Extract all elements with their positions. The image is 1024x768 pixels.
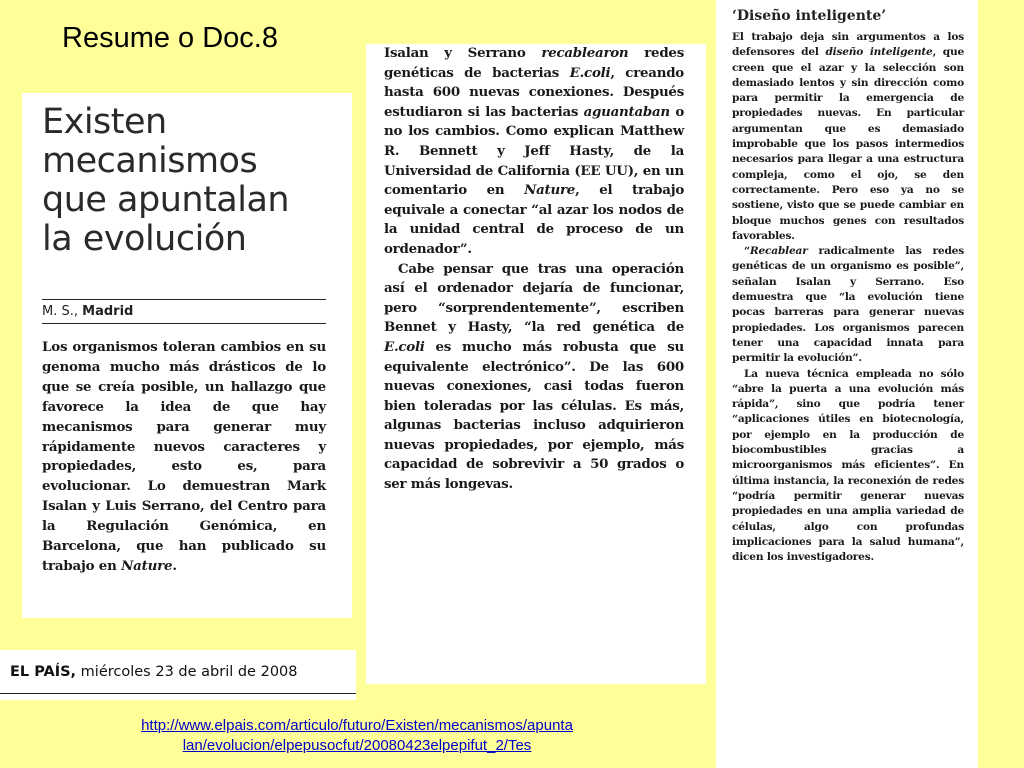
source-link-line[interactable]: lan/evolucion/elpepusocfut/20080423elpepifut_2/Tes xyxy=(182,737,532,754)
newspaper-name: EL PAÍS, xyxy=(10,664,77,680)
article-paragraph: El trabajo deja sin argumentos a los defensores del diseño inteligente, que creen que el azar y la selección son demasiado lentos y sin dirección como para permitir la emergencia de propiedades nuevas. En particular argumentan que es demasiado improbable que los pasos intermedios necesarios para llegar a una estructura compleja, como el ojo, se den correctamente. Pero eso ya no se sostiene, visto que se puede cambiar en bloque muchos genes con resultados favorables. xyxy=(732,31,965,242)
headline-line: mecanismos xyxy=(42,141,258,181)
divider xyxy=(0,693,356,694)
article-lead-paragraph: Los organismos toleran cambios en su genoma mucho más drásticos de lo que se creía posible, un hallazgo que favorece la idea de que hay mecanismos para generar muy rápidamente nuevos caracteres y propiedades, esto es, para evolucionar. Lo demuestran Mark Isalan y Luis Serrano, del Centro para la Regulación Genómica, en Barcelona, que han publicado su trabajo en Nature. xyxy=(42,339,326,574)
article-paragraph: Isalan y Serrano recablearon redes genéticas de bacterias E.coli, creando hasta 600 nuevas conexiones. Después estudiaron si las bacterias aguantaban o no los cambios. Como explican Matthew R. Bennett y Jeff Hasty, de la Universidad de California (EE UU), en un comentario en Nature, el trabajo equivale a conectar “al azar los nodos de la unidad central de proceso de un ordenador”. xyxy=(384,45,684,257)
article-clipping-sidebar xyxy=(716,0,978,768)
headline-line: que apuntalan xyxy=(42,180,290,220)
article-clipping-body xyxy=(366,44,706,684)
article-paragraph: La nueva técnica empleada no sólo “abre la puerta a una evolución más rápida”, sino que podría tener “aplicaciones útiles en biotecnología, por ejemplo en la producción de biocombustibles gracias a microorganismos más eficientes”. En última instancia, la reconexión de redes “podría permitir generar nuevas propiedades en una amplia variedad de células, algo con profundas implicaciones para la salud humana”, dicen los investigadores. xyxy=(732,367,964,564)
byline-author: M. S., xyxy=(42,304,78,319)
slide-title: Resume o Doc.8 xyxy=(62,22,278,54)
section-title: ‘Diseño inteligente’ xyxy=(732,8,887,24)
headline-line: la evolución xyxy=(42,219,247,259)
newspaper-dateline xyxy=(0,650,356,700)
source-link-line[interactable]: http://www.elpais.com/articulo/futuro/Existen/mecanismos/apunta xyxy=(141,717,573,734)
article-byline xyxy=(42,300,326,323)
article-headline xyxy=(42,103,326,259)
divider xyxy=(42,323,326,324)
article-clipping-headline xyxy=(22,93,352,618)
publication-date: miércoles 23 de abril de 2008 xyxy=(80,664,298,680)
headline-line: Existen xyxy=(42,102,167,142)
article-paragraph: “Recablear radicalmente las redes genéticas de un organismo es posible”, señalan Isalan y Serrano. Eso demuestra que “la evolución tiene pocas barreras para generar nuevas propiedades. Los organismos parecen tener una capacidad innata para permitir la evolución”. xyxy=(732,245,964,365)
byline-place: Madrid xyxy=(82,304,134,319)
article-paragraph: Cabe pensar que tras una operación así el ordenador dejaría de funcionar, pero “sorprendentemente”, escriben Bennet y Hasty, “la red genética de E.coli es mucho más robusta que su equivalente electrónico”. De las 600 nuevas conexiones, casi todas fueron bien toleradas por las células. Es más, algunas bacterias incluso adquirieron nuevas propiedades, por ejemplo, más capacidad de sobrevivir a 50 grados o ser más longevas. xyxy=(384,260,684,493)
